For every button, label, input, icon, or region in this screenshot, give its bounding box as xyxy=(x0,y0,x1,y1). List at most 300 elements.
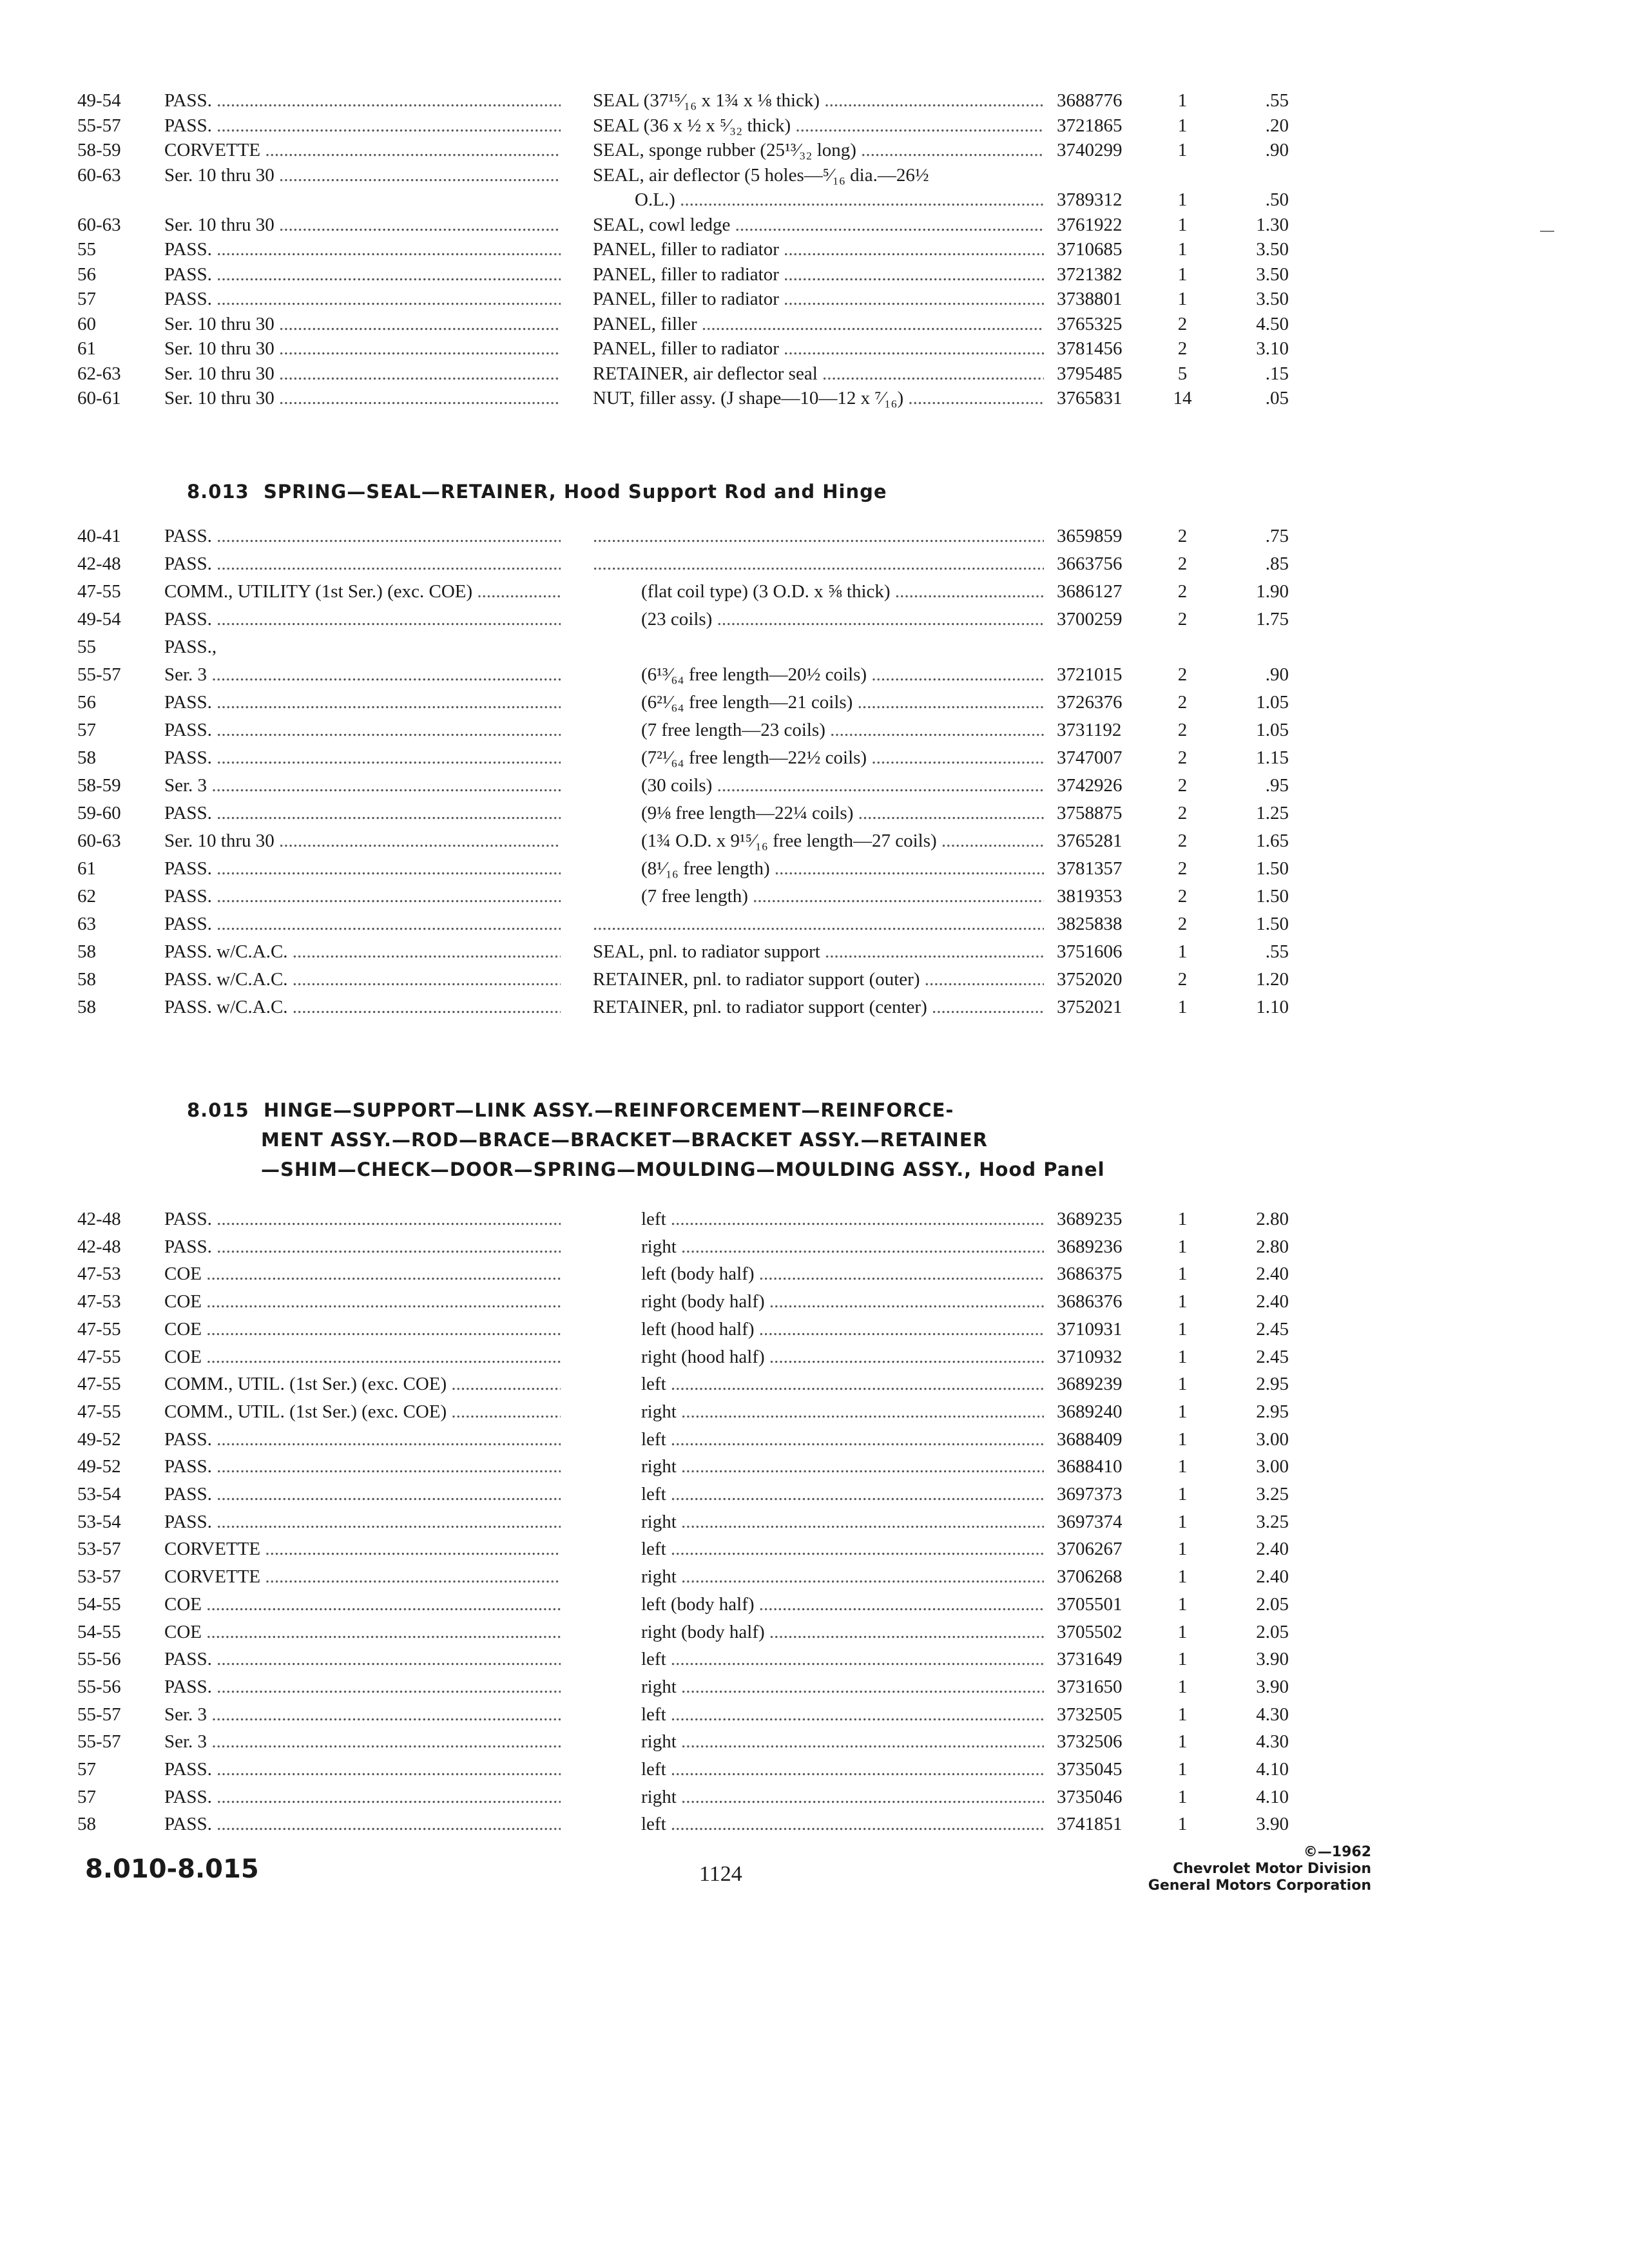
table-row xyxy=(0,771,1629,800)
part-number-cell: 3688409 xyxy=(1057,1428,1123,1450)
description-cell: left ..... xyxy=(641,1425,1044,1454)
description-cell: right ..... xyxy=(641,1727,1044,1756)
year-cell: 56 xyxy=(77,692,96,713)
description-cell: RETAINER, air deflector seal ..... xyxy=(593,360,1044,388)
quantity-cell: 1 xyxy=(1177,1209,1188,1229)
part-number-cell: 3731649 xyxy=(1057,1649,1123,1670)
table-row xyxy=(0,1398,1629,1426)
table-row xyxy=(0,384,1629,412)
table-row xyxy=(0,993,1629,1021)
price-cell: 1.75 xyxy=(1256,609,1289,629)
quantity-cell: 1 xyxy=(1177,90,1188,111)
model-cell: PASS. ..... xyxy=(164,854,561,883)
model-cell: PASS. ..... xyxy=(164,1810,561,1838)
model-cell: PASS. ..... xyxy=(164,1755,561,1783)
year-cell: 40-41 xyxy=(77,526,121,546)
year-cell: 62-63 xyxy=(77,363,121,384)
year-cell: 58 xyxy=(77,969,96,990)
part-number-cell: 3731192 xyxy=(1057,720,1122,740)
year-cell: 53-54 xyxy=(77,1511,121,1532)
year-cell: 62 xyxy=(77,886,96,907)
model-cell: Ser. 3 ..... xyxy=(164,1727,561,1756)
part-number-cell: 3689236 xyxy=(1057,1236,1123,1257)
footer-section-range: 8.010-8.015 xyxy=(85,1854,259,1884)
table-row xyxy=(0,633,1629,661)
table-row xyxy=(0,161,1629,189)
quantity-cell: 2 xyxy=(1177,313,1188,334)
part-number-cell: 3697374 xyxy=(1057,1511,1123,1532)
model-cell: Ser. 10 thru 30 ..... xyxy=(164,334,561,363)
model-cell: PASS. ..... xyxy=(164,744,561,772)
price-cell: 1.50 xyxy=(1256,914,1289,934)
table-row xyxy=(0,1343,1629,1371)
price-cell: 1.05 xyxy=(1256,692,1289,713)
description-cell: left (body half) ..... xyxy=(641,1590,1044,1619)
quantity-cell: 1 xyxy=(1177,1264,1188,1285)
part-number-cell: 3697373 xyxy=(1057,1484,1123,1504)
model-cell: PASS. ..... xyxy=(164,1783,561,1811)
model-cell: COE ..... xyxy=(164,1618,561,1646)
price-cell: 1.90 xyxy=(1256,581,1289,602)
price-cell: 4.30 xyxy=(1256,1704,1289,1725)
part-number-cell: 3706267 xyxy=(1057,1539,1123,1560)
year-cell: 57 xyxy=(77,720,96,740)
table-row xyxy=(0,965,1629,994)
year-cell: 47-55 xyxy=(77,1401,121,1422)
quantity-cell: 1 xyxy=(1177,1236,1188,1257)
quantity-cell: 2 xyxy=(1177,526,1188,546)
table-row xyxy=(0,86,1629,115)
table-row xyxy=(0,716,1629,744)
description-cell: (23 coils) ..... xyxy=(641,605,1044,633)
year-cell: 59-60 xyxy=(77,803,121,823)
price-cell: 3.25 xyxy=(1256,1511,1289,1532)
quantity-cell: 1 xyxy=(1177,1621,1188,1642)
year-cell: 58 xyxy=(77,747,96,768)
part-number-cell: 3706268 xyxy=(1057,1566,1123,1588)
part-number-cell: 3819353 xyxy=(1057,886,1123,907)
description-cell: left ..... xyxy=(641,1370,1044,1398)
year-cell: 60-63 xyxy=(77,214,121,235)
part-number-cell: 3688410 xyxy=(1057,1456,1123,1477)
year-cell: 57 xyxy=(77,1759,96,1780)
year-cell: 58-59 xyxy=(77,140,121,160)
table-row xyxy=(0,827,1629,855)
description-cell: (7²¹⁄₆₄ free length—22½ coils) ..... xyxy=(641,744,1044,772)
part-number-cell: 3761922 xyxy=(1057,214,1123,235)
description-cell: right (hood half) ..... xyxy=(641,1343,1044,1371)
quantity-cell: 1 xyxy=(1177,1786,1188,1807)
price-cell: .50 xyxy=(1265,189,1289,210)
table-row xyxy=(0,1370,1629,1398)
table-row xyxy=(0,1700,1629,1729)
description-cell: left ..... xyxy=(641,1810,1044,1838)
price-cell: 3.90 xyxy=(1256,1814,1289,1835)
part-number-cell: 3721865 xyxy=(1057,115,1123,136)
year-cell: 61 xyxy=(77,338,96,359)
description-cell: right (body half) ..... xyxy=(641,1618,1044,1646)
model-cell: Ser. 10 thru 30 ..... xyxy=(164,211,561,239)
price-cell: 1.20 xyxy=(1256,969,1289,990)
section-8015-number: 8.015 xyxy=(187,1099,249,1121)
year-cell: 58 xyxy=(77,941,96,962)
section-8015-title-line3: —SHIM—CHECK—DOOR—SPRING—MOULDING—MOULDING ASSY., Hood Panel xyxy=(261,1158,1105,1180)
quantity-cell: 1 xyxy=(1177,239,1188,260)
description-cell: SEAL (37¹⁵⁄₁₆ x 1¾ x ⅛ thick) ..... xyxy=(593,86,1044,115)
year-cell: 42-48 xyxy=(77,553,121,574)
model-cell: CORVETTE ..... xyxy=(164,1562,561,1591)
description-cell: O.L.) ..... xyxy=(635,186,1044,214)
description-cell: left ..... xyxy=(641,1535,1044,1563)
price-cell: 4.10 xyxy=(1256,1786,1289,1807)
description-cell: left ..... xyxy=(641,1700,1044,1729)
section-8015-heading xyxy=(187,1095,954,1125)
table-row xyxy=(0,550,1629,578)
year-cell: 55-57 xyxy=(77,1731,121,1753)
description-cell: SEAL (36 x ½ x ⁵⁄₃₂ thick) ..... xyxy=(593,111,1044,140)
description-cell: (30 coils) ..... xyxy=(641,771,1044,800)
year-cell: 56 xyxy=(77,264,96,285)
table-row xyxy=(0,1535,1629,1563)
quantity-cell: 2 xyxy=(1177,747,1188,768)
model-cell: PASS. ..... xyxy=(164,882,561,910)
table-row xyxy=(0,260,1629,289)
part-number-cell: 3705501 xyxy=(1057,1593,1123,1615)
model-cell: Ser. 10 thru 30 ..... xyxy=(164,310,561,338)
quantity-cell: 2 xyxy=(1177,886,1188,907)
quantity-cell: 1 xyxy=(1177,1814,1188,1835)
year-cell: 54-55 xyxy=(77,1621,121,1642)
quantity-cell: 2 xyxy=(1177,858,1188,879)
copyright-year: ©—1962 xyxy=(1303,1844,1371,1860)
year-cell: 55-57 xyxy=(77,664,121,685)
copyright-corporation: General Motors Corporation xyxy=(1148,1878,1371,1894)
model-cell: PASS. ..... xyxy=(164,910,561,938)
part-number-cell: 3765325 xyxy=(1057,313,1123,334)
part-number-cell: 3752021 xyxy=(1057,997,1123,1017)
table-row xyxy=(0,111,1629,140)
model-cell: COMM., UTILITY (1st Ser.) (exc. COE) ..... xyxy=(164,577,561,606)
year-cell: 60-61 xyxy=(77,388,121,408)
quantity-cell: 2 xyxy=(1177,914,1188,934)
model-cell: COMM., UTIL. (1st Ser.) (exc. COE) ..... xyxy=(164,1398,561,1426)
model-cell: PASS. ..... xyxy=(164,285,561,313)
quantity-cell: 1 xyxy=(1177,264,1188,285)
model-cell: CORVETTE ..... xyxy=(164,136,561,164)
model-cell: PASS. ..... xyxy=(164,235,561,264)
table-row xyxy=(0,360,1629,388)
price-cell: .90 xyxy=(1265,140,1289,160)
year-cell: 61 xyxy=(77,858,96,879)
quantity-cell: 1 xyxy=(1177,1346,1188,1367)
quantity-cell: 1 xyxy=(1177,1318,1188,1340)
quantity-cell: 1 xyxy=(1177,1731,1188,1753)
part-number-cell: 3705502 xyxy=(1057,1621,1123,1642)
table-row xyxy=(0,1727,1629,1756)
table-row xyxy=(0,522,1629,550)
year-cell: 63 xyxy=(77,914,96,934)
model-cell: PASS. ..... xyxy=(164,1645,561,1673)
year-cell: 49-54 xyxy=(77,90,121,111)
price-cell: 1.50 xyxy=(1256,858,1289,879)
table-row xyxy=(0,1452,1629,1481)
quantity-cell: 1 xyxy=(1177,1484,1188,1504)
description-cell: right ..... xyxy=(641,1233,1044,1261)
model-cell: COE ..... xyxy=(164,1590,561,1619)
quantity-cell: 1 xyxy=(1177,289,1188,309)
table-row xyxy=(0,235,1629,264)
table-row xyxy=(0,1673,1629,1701)
quantity-cell: 1 xyxy=(1177,1593,1188,1615)
year-cell: 49-52 xyxy=(77,1456,121,1477)
table-row xyxy=(0,1233,1629,1261)
part-number-cell: 3710932 xyxy=(1057,1346,1123,1367)
price-cell: 3.10 xyxy=(1256,338,1289,359)
description-cell: SEAL, cowl ledge ..... xyxy=(593,211,1044,239)
part-number-cell: 3731650 xyxy=(1057,1676,1123,1697)
part-number-cell: 3781357 xyxy=(1057,858,1123,879)
price-cell: 2.80 xyxy=(1256,1209,1289,1229)
quantity-cell: 1 xyxy=(1177,1428,1188,1450)
table-row xyxy=(0,186,1629,214)
year-cell: 47-55 xyxy=(77,581,121,602)
quantity-cell: 2 xyxy=(1177,969,1188,990)
description-cell: PANEL, filler ..... xyxy=(593,310,1044,338)
model-cell: COE ..... xyxy=(164,1343,561,1371)
part-number-cell: 3751606 xyxy=(1057,941,1123,962)
year-cell: 53-57 xyxy=(77,1539,121,1560)
model-cell: PASS. ..... xyxy=(164,1673,561,1701)
table-row xyxy=(0,1425,1629,1454)
year-cell: 47-53 xyxy=(77,1291,121,1312)
price-cell: 3.50 xyxy=(1256,264,1289,285)
part-number-cell: 3735045 xyxy=(1057,1759,1123,1780)
quantity-cell: 1 xyxy=(1177,115,1188,136)
description-cell: PANEL, filler to radiator ..... xyxy=(593,235,1044,264)
price-cell: .20 xyxy=(1265,115,1289,136)
price-cell: 2.45 xyxy=(1256,1346,1289,1367)
model-cell: CORVETTE ..... xyxy=(164,1535,561,1563)
table-row xyxy=(0,211,1629,239)
part-number-cell: 3688776 xyxy=(1057,90,1123,111)
section-8015-title-line2: MENT ASSY.—ROD—BRACE—BRACKET—BRACKET ASSY.—RETAINER xyxy=(261,1129,988,1151)
description-cell: left ..... xyxy=(641,1205,1044,1233)
quantity-cell: 1 xyxy=(1177,140,1188,160)
quantity-cell: 14 xyxy=(1173,388,1192,408)
section-8013-heading xyxy=(187,477,887,506)
price-cell: 1.05 xyxy=(1256,720,1289,740)
section-8013-number: 8.013 xyxy=(187,481,249,503)
price-cell: 1.15 xyxy=(1256,747,1289,768)
footer-copyright xyxy=(1148,1844,1371,1894)
price-cell: 3.90 xyxy=(1256,1676,1289,1697)
description-cell: (8¹⁄₁₆ free length) ..... xyxy=(641,854,1044,883)
quantity-cell: 1 xyxy=(1177,1401,1188,1422)
footer-page-number: 1124 xyxy=(699,1862,742,1886)
model-cell: PASS. w/C.A.C. ..... xyxy=(164,965,561,994)
model-cell: PASS. ..... xyxy=(164,522,561,550)
model-cell: PASS. ..... xyxy=(164,688,561,716)
price-cell: 2.95 xyxy=(1256,1401,1289,1422)
description-cell: (7 free length—23 coils) ..... xyxy=(641,716,1044,744)
description-cell: right (body half) ..... xyxy=(641,1287,1044,1316)
year-cell: 53-54 xyxy=(77,1484,121,1504)
model-cell: Ser. 10 thru 30 ..... xyxy=(164,360,561,388)
quantity-cell: 2 xyxy=(1177,338,1188,359)
part-number-cell: 3721015 xyxy=(1057,664,1123,685)
model-cell: PASS. w/C.A.C. ..... xyxy=(164,993,561,1021)
quantity-cell: 1 xyxy=(1177,189,1188,210)
price-cell: 2.40 xyxy=(1256,1539,1289,1560)
part-number-cell: 3686375 xyxy=(1057,1264,1123,1285)
price-cell: .55 xyxy=(1265,90,1289,111)
year-cell: 49-52 xyxy=(77,1428,121,1450)
year-cell: 57 xyxy=(77,289,96,309)
model-cell: PASS. ..... xyxy=(164,550,561,578)
price-cell: .05 xyxy=(1265,388,1289,408)
quantity-cell: 1 xyxy=(1177,941,1188,962)
copyright-division: Chevrolet Motor Division xyxy=(1173,1861,1371,1877)
quantity-cell: 1 xyxy=(1177,1704,1188,1725)
part-number-cell: 3781456 xyxy=(1057,338,1123,359)
quantity-cell: 1 xyxy=(1177,1374,1188,1395)
description-cell: RETAINER, pnl. to radiator support (center) ..... xyxy=(593,993,1044,1021)
table-row xyxy=(0,136,1629,164)
year-cell: 58-59 xyxy=(77,775,121,796)
part-number-cell: 3710685 xyxy=(1057,239,1123,260)
year-cell: 58 xyxy=(77,997,96,1017)
table-row xyxy=(0,910,1629,938)
table-row xyxy=(0,1590,1629,1619)
price-cell: 2.95 xyxy=(1256,1374,1289,1395)
part-number-cell: 3735046 xyxy=(1057,1786,1123,1807)
price-cell: 3.90 xyxy=(1256,1649,1289,1670)
model-cell: Ser. 10 thru 30 ..... xyxy=(164,384,561,412)
price-cell: 4.10 xyxy=(1256,1759,1289,1780)
table-row xyxy=(0,310,1629,338)
scan-artifact-mark xyxy=(1540,231,1554,232)
description-cell: right ..... xyxy=(641,1508,1044,1536)
part-number-cell: 3795485 xyxy=(1057,363,1123,384)
table-row xyxy=(0,1480,1629,1508)
price-cell: 2.40 xyxy=(1256,1566,1289,1588)
price-cell: 2.40 xyxy=(1256,1264,1289,1285)
description-cell: right ..... xyxy=(641,1398,1044,1426)
description-cell: (7 free length) ..... xyxy=(641,882,1044,910)
quantity-cell: 2 xyxy=(1177,581,1188,602)
quantity-cell: 5 xyxy=(1177,363,1188,384)
part-number-cell: 3689240 xyxy=(1057,1401,1123,1422)
part-number-cell: 3789312 xyxy=(1057,189,1123,210)
section-8015-title-line1: HINGE—SUPPORT—LINK ASSY.—REINFORCEMENT—REINFORCE- xyxy=(263,1099,954,1121)
part-number-cell: 3689235 xyxy=(1057,1209,1123,1229)
quantity-cell: 1 xyxy=(1177,997,1188,1017)
description-cell xyxy=(593,910,1044,938)
model-cell: Ser. 3 ..... xyxy=(164,660,561,689)
model-cell: PASS., xyxy=(164,637,217,657)
model-cell: Ser. 3 ..... xyxy=(164,771,561,800)
year-cell: 42-48 xyxy=(77,1236,121,1257)
quantity-cell: 1 xyxy=(1177,1566,1188,1588)
part-number-cell: 3752020 xyxy=(1057,969,1123,990)
model-cell: PASS. ..... xyxy=(164,1452,561,1481)
year-cell: 53-57 xyxy=(77,1566,121,1588)
table-row xyxy=(0,1755,1629,1783)
year-cell: 55 xyxy=(77,239,96,260)
part-number-cell: 3686376 xyxy=(1057,1291,1123,1312)
table-row xyxy=(0,1810,1629,1838)
description-cell: SEAL, sponge rubber (25¹³⁄₃₂ long) ..... xyxy=(593,136,1044,164)
description-cell: NUT, filler assy. (J shape—10—12 x ⁷⁄₁₆) ..... xyxy=(593,384,1044,412)
quantity-cell: 2 xyxy=(1177,720,1188,740)
table-row xyxy=(0,577,1629,606)
description-cell: left (body half) ..... xyxy=(641,1260,1044,1288)
price-cell: .15 xyxy=(1265,363,1289,384)
price-cell: 3.00 xyxy=(1256,1456,1289,1477)
quantity-cell: 1 xyxy=(1177,1539,1188,1560)
price-cell: 3.50 xyxy=(1256,289,1289,309)
quantity-cell: 1 xyxy=(1177,1676,1188,1697)
price-cell: 2.45 xyxy=(1256,1318,1289,1340)
price-cell: 1.10 xyxy=(1256,997,1289,1017)
table-row xyxy=(0,882,1629,910)
model-cell: PASS. ..... xyxy=(164,1425,561,1454)
price-cell: 2.40 xyxy=(1256,1291,1289,1312)
description-cell: left (hood half) ..... xyxy=(641,1315,1044,1343)
price-cell: 1.65 xyxy=(1256,831,1289,851)
part-number-cell: 3742926 xyxy=(1057,775,1123,796)
part-number-cell: 3741851 xyxy=(1057,1814,1123,1835)
year-cell: 55-57 xyxy=(77,1704,121,1725)
model-cell: PASS. ..... xyxy=(164,86,561,115)
description-cell: left ..... xyxy=(641,1480,1044,1508)
price-cell: .90 xyxy=(1265,664,1289,685)
part-number-cell: 3732505 xyxy=(1057,1704,1123,1725)
table-row xyxy=(0,334,1629,363)
year-cell: 47-55 xyxy=(77,1318,121,1340)
part-number-cell: 3732506 xyxy=(1057,1731,1123,1753)
description-cell: (6²¹⁄₆₄ free length—21 coils) ..... xyxy=(641,688,1044,716)
table-row xyxy=(0,1562,1629,1591)
model-cell: PASS. ..... xyxy=(164,1480,561,1508)
description-cell: (flat coil type) (3 O.D. x ⅝ thick) ..... xyxy=(641,577,1044,606)
table-row xyxy=(0,1783,1629,1811)
model-cell: PASS. ..... xyxy=(164,716,561,744)
table-row xyxy=(0,1315,1629,1343)
part-number-cell: 3738801 xyxy=(1057,289,1123,309)
quantity-cell: 1 xyxy=(1177,1291,1188,1312)
table-row xyxy=(0,937,1629,966)
table-row xyxy=(0,1645,1629,1673)
model-cell: COE ..... xyxy=(164,1315,561,1343)
year-cell: 60-63 xyxy=(77,831,121,851)
description-cell: right ..... xyxy=(641,1673,1044,1701)
price-cell: 2.05 xyxy=(1256,1593,1289,1615)
price-cell: 4.30 xyxy=(1256,1731,1289,1753)
part-number-cell: 3747007 xyxy=(1057,747,1123,768)
quantity-cell: 1 xyxy=(1177,1456,1188,1477)
description-cell: RETAINER, pnl. to radiator support (outer) ..... xyxy=(593,965,1044,994)
price-cell: 4.50 xyxy=(1256,313,1289,334)
price-cell: 1.50 xyxy=(1256,886,1289,907)
table-row xyxy=(0,1205,1629,1233)
price-cell: 3.25 xyxy=(1256,1484,1289,1504)
description-cell: PANEL, filler to radiator ..... xyxy=(593,260,1044,289)
model-cell: PASS. ..... xyxy=(164,1508,561,1536)
table-row xyxy=(0,799,1629,827)
model-cell: COE ..... xyxy=(164,1287,561,1316)
table-row xyxy=(0,744,1629,772)
